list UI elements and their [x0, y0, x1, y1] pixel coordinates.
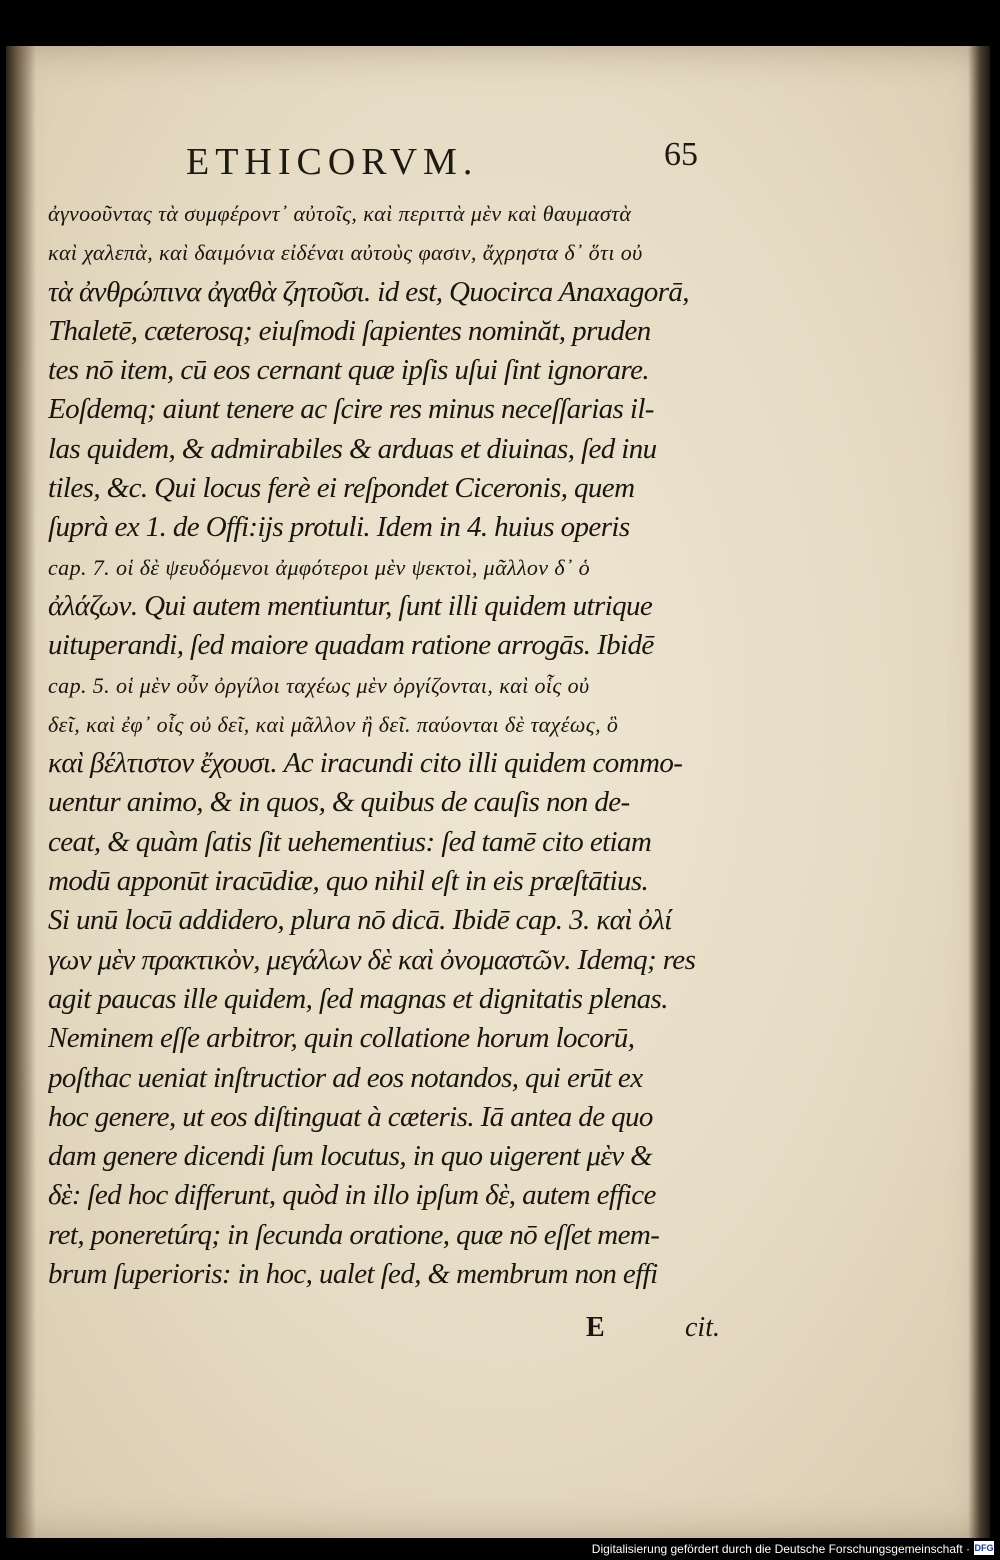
text-line: τὰ ἀνθρώπινα ἀγαθὰ ζητοῦσι. id est, Quocirca Anaxagorā,: [48, 275, 689, 308]
text-line: tiles, &c. Qui locus ferè ei reſpondet Ciceronis, quem: [48, 472, 635, 505]
text-line: hoc genere, ut eos diſtinguat à cæteris. Iā antea de quo: [48, 1100, 653, 1133]
page-edge-shadow: [968, 46, 990, 1538]
text-line: δεῖ, καὶ ἐφ᾽ οἷς οὐ δεῖ, καὶ μᾶλλον ἢ δεῖ. παύονται δὲ ταχέως, ὃ: [48, 711, 619, 737]
text-line: δὲ: ſed hoc differunt, quòd in illo ipſum δὲ, autem effice: [48, 1179, 656, 1212]
running-head: ETHICORVM.: [186, 141, 479, 183]
text-line: las quidem, & admirabiles & arduas et diuinas, ſed inu: [48, 432, 657, 465]
text-line: Eoſdemq; aiunt tenere ac ſcire res minus neceſſarias il-: [48, 393, 654, 426]
text-line: dam genere dicendi ſum locutus, in quo uigerent μὲν &: [48, 1140, 653, 1173]
text-line: γων μὲν πρακτικὸν, μεγάλων δὲ καὶ ὀνομαστῶν. Idemq; res: [48, 943, 696, 976]
text-line: Neminem eſſe arbitror, quin collatione horum locorū,: [48, 1022, 635, 1055]
text-line: agit paucas ille quidem, ſed magnas et dignitatis plenas.: [48, 982, 668, 1015]
text-line: καὶ βέλτιστον ἔχουσι. Ac iracundi cito illi quidem commo-: [48, 747, 683, 780]
page-gutter-shadow: [6, 46, 36, 1538]
text-line: cap. 5. οἱ μὲν οὖν ὀργίλοι ταχέως μὲν ὀργίζονται, καὶ οἷς οὐ: [48, 672, 590, 698]
page-number: 65: [664, 136, 698, 173]
text-line: Thaletē, cæterosq; eiuſmodi ſapientes nominăt, pruden: [48, 314, 651, 347]
catchword: cit.: [685, 1312, 720, 1343]
funding-credit: Digitalisierung gefördert durch die Deutsche Forschungsgemeinschaft ·: [591, 1542, 970, 1556]
text-line: ret, poneretúrq; in ſecunda oratione, quæ nō eſſet mem-: [48, 1218, 660, 1251]
text-line: ἀγνοοῦντας τὰ συμφέροντ᾽ αὐτοῖς, καὶ περιττὰ μὲν καὶ θαυμαστὰ: [48, 201, 632, 226]
text-line: tes nō item, cū eos cernant quæ ipſis uſui ſint ignorare.: [48, 354, 650, 387]
text-line: poſthac ueniat inſtructior ad eos notandos, qui erūt ex: [48, 1061, 643, 1094]
text-line: καὶ χαλεπὰ, καὶ δαιμόνια εἰδέναι αὐτοὺς φασιν, ἄχρηστα δ᾽ ὅτι οὐ: [48, 240, 643, 266]
page-foot: [48, 1312, 720, 1352]
footer-strip: [0, 1538, 1000, 1560]
text-line: modū apponūt iracūdiæ, quo nihil eſt in eis præſtātius.: [48, 865, 649, 898]
text-line: ceat, & quàm ſatis ſit uehementius: ſed tamē cito etiam: [48, 825, 652, 858]
text-line: uituperandi, ſed maiore quadam ratione arrogās. Ibidē: [48, 629, 654, 662]
text-line: cap. 7. οἱ δὲ ψευδόμενοι ἀμφότεροι μὲν ψεκτοὶ, μᾶλλον δ᾽ ὁ: [48, 554, 591, 580]
dfg-logo: DFG: [974, 1543, 994, 1553]
body-text: [48, 194, 720, 1294]
text-line: ſuprà ex 1. de Offi:ijs protuli. Idem in 4. huius operis: [48, 511, 630, 544]
signature-mark: E: [586, 1312, 605, 1343]
text-line: Si unū locū addidero, plura nō dicā. Ibidē cap. 3. καὶ ὀλί: [48, 904, 672, 937]
text-line: ἀλάζων. Qui autem mentiuntur, ſunt illi quidem utrique: [48, 589, 653, 622]
book-page: [6, 46, 990, 1538]
text-line: brum ſuperioris: in hoc, ualet ſed, & membrum non effi: [48, 1258, 658, 1291]
text-line: uentur animo, & in quos, & quibus de cauſis non de-: [48, 786, 630, 819]
